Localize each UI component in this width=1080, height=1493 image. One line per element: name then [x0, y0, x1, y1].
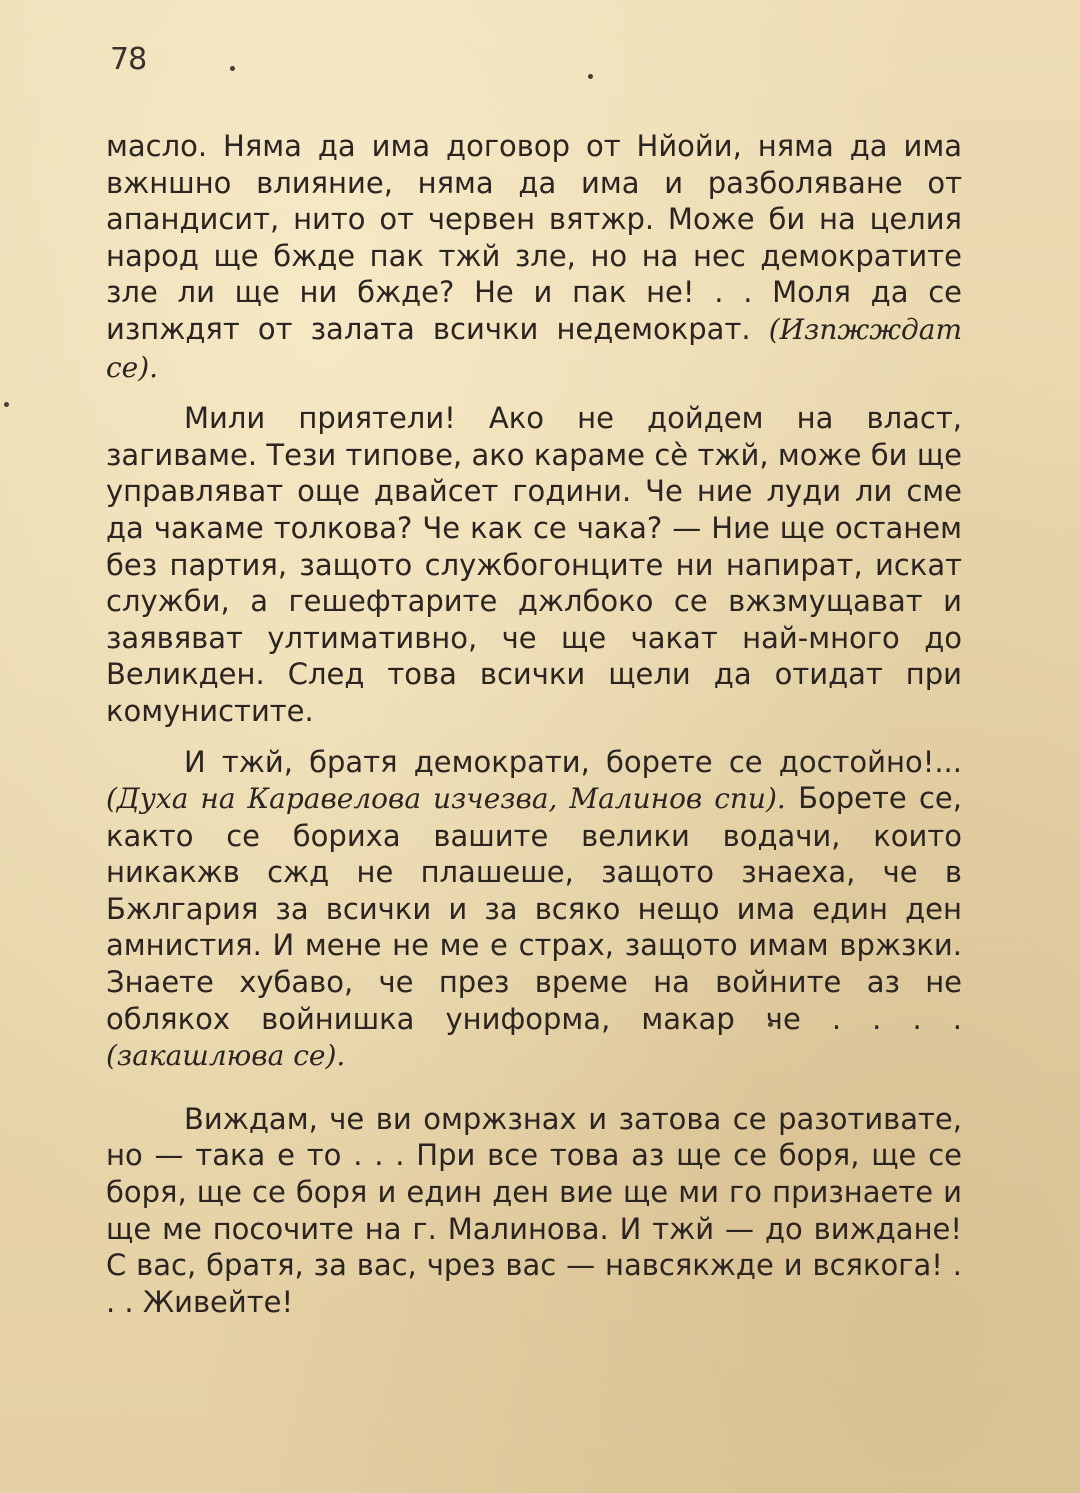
paragraph-1: [106, 128, 962, 386]
ink-speck: [4, 402, 9, 407]
paragraph-4: [106, 1101, 962, 1321]
stage-direction: (Духа на Каравелова изчезва, Малинов спи).: [106, 782, 786, 816]
paragraph-2-text: Мили приятели! Ако не дойдем на власт, загиваме. Тези типове, ако караме сè тжй, може би ще управляват още двайсет години. Че ние луди ли сме да чакаме толкова? Че как се чака? — Ние ще останем без партия, защото службогонците ни напират, искат служби, а гешефтарите джлбоко се вжзмущават и заявяват ултимативно, че ще чакат най-много до Великден. След това всички щели да отидат при комунистите.: [106, 401, 962, 728]
stage-direction: (закашлюва се).: [106, 1039, 346, 1073]
paragraph-1-text: масло. Няма да има договор от Нйойи, няма да има вжншно влияние, няма да има и разболяване от апандисит, нито от червен вятжр. Може би на целия народ ще бжде пак тжй зле, но на нес демократите зле ли ще ни бжде? Не и пак не! . . Моля да се изпждят от залата всички недемократ.: [106, 129, 962, 346]
body-text: [106, 128, 962, 1320]
ink-speck: [588, 74, 593, 79]
paragraph-4-text: Виждам, че ви омржзнах и затова се разотивате, но — така е то . . . При все това аз ще се боря, ще се боря, ще се боря и един ден вие ще ми го признаете и ще ме посочите на г. Малинова. И тжй — до виждане! С вас, братя, за вас, чрез вас — навсякжде и всякога! . . . Живейте!: [106, 1101, 962, 1319]
stage-direction: (Изпжждат се).: [106, 312, 963, 384]
paragraph-3-text-end: Борете се, както се бориха вашите велики водачи, които никакжв сжд не плашеше, защото знаеха, че в Бжлгария за всички и за всяко нещо има един ден амнистия. И мене не ме е страх, защото имам вржзки. Знаете хубаво, че през време на войните аз не облякох войнишка униформа, макар че . . . .: [106, 781, 962, 1036]
paragraph-3: [106, 744, 962, 1075]
page-number: 78: [110, 42, 147, 77]
paragraph-3-text-start: И тжй, братя демократи, борете се достойно!...: [184, 744, 962, 779]
ink-speck: [230, 66, 235, 71]
paragraph-2: [106, 400, 962, 729]
